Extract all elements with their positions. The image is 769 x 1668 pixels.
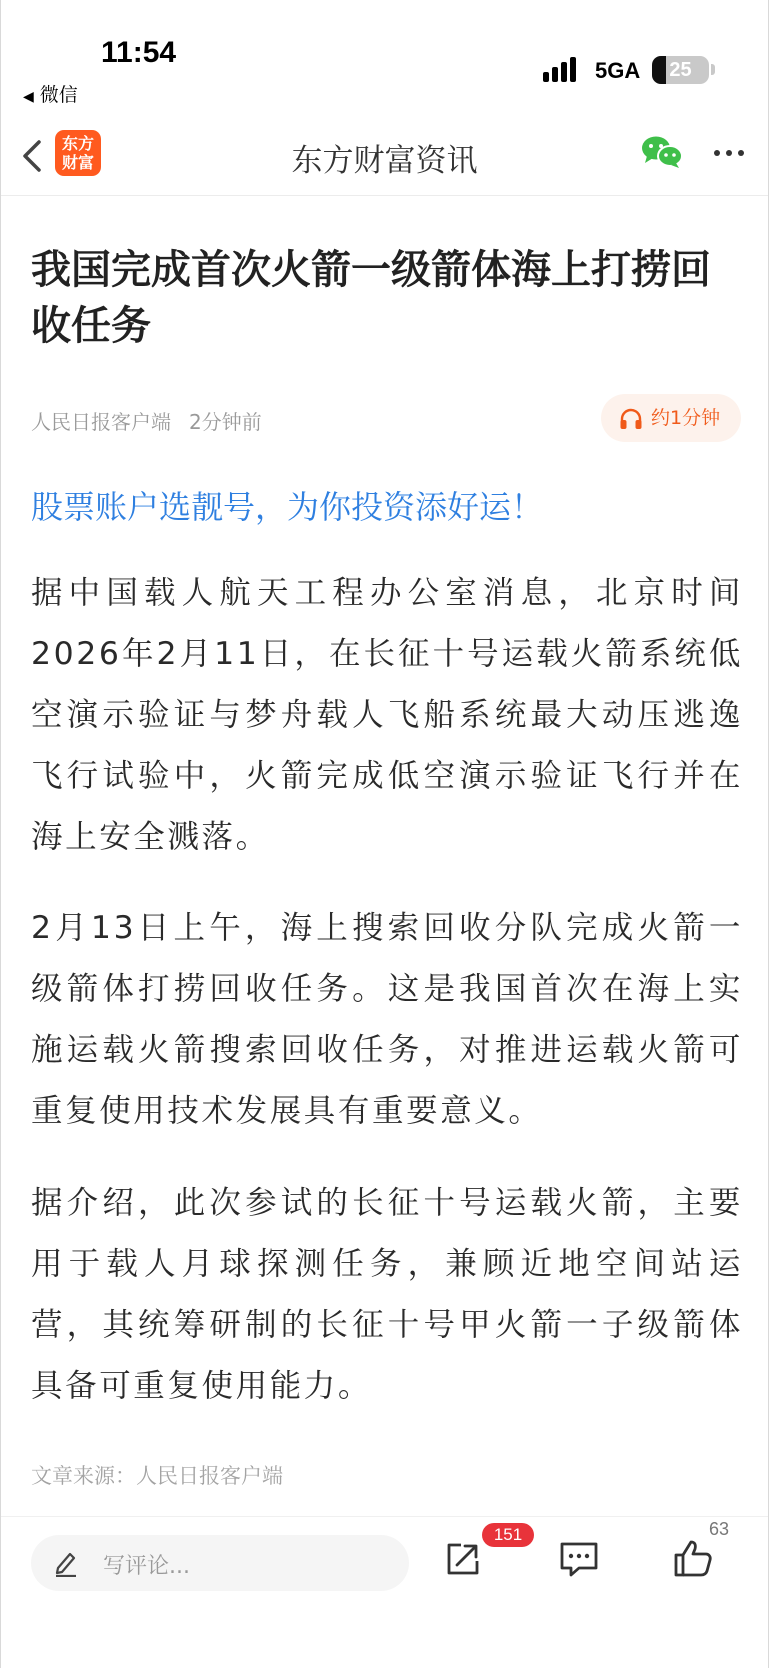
article-headline: 我国完成首次火箭一级箭体海上打捞回收任务 (31, 247, 711, 349)
comments-button[interactable] (557, 1539, 601, 1579)
promo-link[interactable]: 股票账户选靓号，为你投资添好运！ (31, 488, 544, 526)
more-icon (709, 136, 749, 170)
headphones-icon (619, 408, 643, 430)
article-paragraph: 据中国载人航天工程办公室消息，北京时间2026年2月11日，在长征十号运载火箭系统低空演示验证与梦舟载人飞船系统最大动压逃逸飞行试验中，火箭完成低空演示验证飞行并在海上安全溅落。 (31, 575, 743, 855)
back-to-app-link[interactable] (23, 80, 78, 107)
wechat-share-button[interactable] (641, 134, 683, 170)
battery-tip (711, 64, 715, 75)
article-meta (31, 406, 262, 435)
article-source-line: 文章来源：人民日报客户端 (31, 1464, 283, 1488)
listen-button[interactable] (601, 394, 741, 442)
wechat-icon (641, 134, 683, 170)
like-button[interactable] (671, 1537, 715, 1581)
share-button[interactable] (441, 1537, 485, 1581)
comment-input[interactable] (31, 1535, 409, 1591)
signal-icon (543, 56, 583, 82)
pencil-icon (53, 1549, 79, 1577)
share-icon (441, 1537, 485, 1581)
like-count: 63 (709, 1519, 730, 1539)
thumbs-up-icon (671, 1537, 715, 1581)
battery-level: 25 (669, 59, 692, 81)
article-paragraph: 2月13日上午，海上搜索回收分队完成火箭一级箭体打捞回收任务。这是我国首次在海上实施运载火箭搜索回收任务，对推进运载火箭可重复使用技术发展具有重要意义。 (31, 910, 743, 1129)
nav-title: 东方财富资讯 (291, 143, 478, 179)
app-logo: 东方财富 (55, 130, 101, 176)
article-paragraph: 据介绍，此次参试的长征十号运载火箭，主要用于载人月球探测任务，兼顾近地空间站运营，其统筹研制的长征十号甲火箭一子级箭体具备可重复使用能力。 (31, 1185, 743, 1404)
comment-icon (557, 1539, 601, 1579)
back-app-label: 微信 (39, 84, 78, 106)
network-label: 5GA (595, 58, 641, 83)
article-time: 2分钟前 (189, 410, 262, 434)
nav-bar (1, 118, 768, 196)
comment-placeholder: 写评论... (103, 1554, 190, 1579)
more-button[interactable] (709, 136, 749, 170)
listen-duration: 约1分钟 (651, 407, 721, 429)
share-count-badge: 151 (482, 1523, 534, 1547)
article-source: 人民日报客户端 (31, 410, 171, 434)
bottom-action-bar (1, 1516, 768, 1614)
back-triangle-icon: ◀ (23, 89, 34, 105)
battery-icon (652, 56, 709, 84)
status-time: 11:54 (101, 36, 177, 69)
